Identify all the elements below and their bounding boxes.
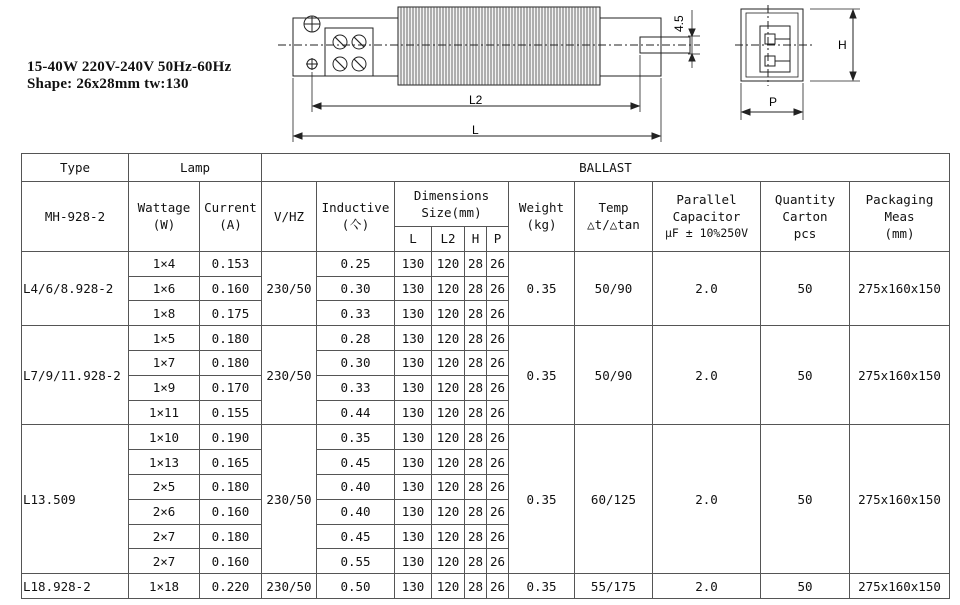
cell-wattage: 2×6: [129, 499, 200, 524]
cell-current: 0.155: [200, 400, 262, 425]
cell-quantity: 50: [761, 574, 850, 599]
cell-wattage: 2×5: [129, 474, 200, 499]
cell-dim-l: 130: [395, 499, 432, 524]
cell-temp: 50/90: [575, 251, 653, 325]
cell-wattage: 1×10: [129, 425, 200, 450]
cell-dim-h: 28: [465, 350, 487, 375]
cell-inductive: 0.28: [317, 326, 395, 351]
cell-inductive: 0.35: [317, 425, 395, 450]
cell-current: 0.180: [200, 326, 262, 351]
cell-dim-h: 28: [465, 524, 487, 549]
header-dim-p: P: [487, 227, 509, 252]
table-row: [22, 425, 950, 450]
cell-dim-l2: 120: [432, 276, 465, 301]
cell-dim-l2: 120: [432, 549, 465, 574]
cell-dim-h: 28: [465, 400, 487, 425]
cell-wattage: 2×7: [129, 549, 200, 574]
cell-dim-l: 130: [395, 574, 432, 599]
cell-packaging: 275x160x150: [850, 251, 950, 325]
cell-dim-p: 26: [487, 400, 509, 425]
cell-wattage: 1×13: [129, 450, 200, 475]
cell-wattage: 1×5: [129, 326, 200, 351]
ballast-spec-table: [21, 153, 950, 599]
cell-packaging: 275x160x150: [850, 326, 950, 425]
cell-dim-l: 130: [395, 326, 432, 351]
cell-dim-p: 26: [487, 549, 509, 574]
cell-wattage: 1×11: [129, 400, 200, 425]
cell-temp: 55/175: [575, 574, 653, 599]
cell-dim-l: 130: [395, 425, 432, 450]
cell-dim-h: 28: [465, 450, 487, 475]
header-dimensions: Dimensions Size(mm): [395, 182, 509, 227]
cell-dim-l2: 120: [432, 326, 465, 351]
header-quantity: Quantity Carton pcs: [761, 182, 850, 252]
cell-capacitor: 2.0: [653, 574, 761, 599]
cell-weight: 0.35: [509, 251, 575, 325]
cell-dim-p: 26: [487, 499, 509, 524]
cell-current: 0.175: [200, 301, 262, 326]
cell-wattage: 2×7: [129, 524, 200, 549]
header-dim-l: L: [395, 227, 432, 252]
cell-dim-p: 26: [487, 425, 509, 450]
spec-line-power: 15-40W 220V-240V 50Hz-60Hz: [27, 59, 232, 75]
cell-dim-h: 28: [465, 251, 487, 276]
cell-dim-l: 130: [395, 549, 432, 574]
cell-dim-l2: 120: [432, 400, 465, 425]
cell-quantity: 50: [761, 326, 850, 425]
cell-vhz: 230/50: [262, 251, 317, 325]
cell-weight: 0.35: [509, 425, 575, 574]
header-lamp: Lamp: [129, 154, 262, 182]
cell-dim-p: 26: [487, 574, 509, 599]
cell-wattage: 1×6: [129, 276, 200, 301]
cell-dim-l2: 120: [432, 499, 465, 524]
cell-current: 0.180: [200, 350, 262, 375]
cell-current: 0.160: [200, 499, 262, 524]
cell-dim-p: 26: [487, 375, 509, 400]
cell-current: 0.180: [200, 474, 262, 499]
cell-wattage: 1×18: [129, 574, 200, 599]
cell-dim-l: 130: [395, 524, 432, 549]
cell-dim-l2: 120: [432, 301, 465, 326]
cell-dim-h: 28: [465, 474, 487, 499]
terminal-block: [325, 28, 373, 76]
header-model-code: MH-928-2: [22, 182, 129, 252]
cell-current: 0.160: [200, 276, 262, 301]
cell-type: L4/6/8.928-2: [22, 251, 129, 325]
cell-dim-p: 26: [487, 524, 509, 549]
cell-dim-p: 26: [487, 450, 509, 475]
cell-capacitor: 2.0: [653, 251, 761, 325]
cell-inductive: 0.50: [317, 574, 395, 599]
header-wattage: Wattage (W): [129, 182, 200, 252]
table-row: [22, 574, 950, 599]
cell-dim-l2: 120: [432, 450, 465, 475]
header-current: Current (A): [200, 182, 262, 252]
cell-dim-h: 28: [465, 499, 487, 524]
cell-inductive: 0.25: [317, 251, 395, 276]
cell-inductive: 0.45: [317, 450, 395, 475]
table-row: [22, 326, 950, 351]
cell-vhz: 230/50: [262, 425, 317, 574]
cell-capacitor: 2.0: [653, 425, 761, 574]
cell-dim-p: 26: [487, 251, 509, 276]
ballast-end-view: [735, 5, 860, 120]
cell-dim-l2: 120: [432, 425, 465, 450]
header-type: Type: [22, 154, 129, 182]
cell-inductive: 0.45: [317, 524, 395, 549]
cell-dim-l2: 120: [432, 375, 465, 400]
cell-dim-p: 26: [487, 301, 509, 326]
cell-dim-l: 130: [395, 474, 432, 499]
cell-weight: 0.35: [509, 574, 575, 599]
cell-wattage: 1×8: [129, 301, 200, 326]
cell-current: 0.153: [200, 251, 262, 276]
cell-inductive: 0.33: [317, 301, 395, 326]
spec-line-shape: Shape: 26x28mm tw:130: [27, 76, 189, 92]
cell-dim-h: 28: [465, 425, 487, 450]
dimension-l-label: L: [472, 123, 479, 137]
cell-inductive: 0.55: [317, 549, 395, 574]
cell-dim-l: 130: [395, 276, 432, 301]
technical-drawing: [0, 0, 960, 150]
cell-temp: 60/125: [575, 425, 653, 574]
cell-inductive: 0.40: [317, 474, 395, 499]
cell-vhz: 230/50: [262, 574, 317, 599]
cell-type: L7/9/11.928-2: [22, 326, 129, 425]
cell-inductive: 0.30: [317, 276, 395, 301]
header-capacitor: Parallel Capacitor μF ± 10%250V: [653, 182, 761, 252]
cell-dim-p: 26: [487, 326, 509, 351]
cell-quantity: 50: [761, 425, 850, 574]
cell-temp: 50/90: [575, 326, 653, 425]
cell-dim-l2: 120: [432, 251, 465, 276]
ballast-side-view: [278, 7, 700, 142]
cell-current: 0.165: [200, 450, 262, 475]
cell-current: 0.220: [200, 574, 262, 599]
cell-dim-l: 130: [395, 251, 432, 276]
cell-dim-h: 28: [465, 276, 487, 301]
cell-inductive: 0.33: [317, 375, 395, 400]
cell-type: L13.509: [22, 425, 129, 574]
cell-vhz: 230/50: [262, 326, 317, 425]
cell-dim-l2: 120: [432, 350, 465, 375]
cell-dim-p: 26: [487, 474, 509, 499]
table-row: [22, 251, 950, 276]
cell-dim-p: 26: [487, 276, 509, 301]
header-ballast: BALLAST: [262, 154, 950, 182]
header-dim-l2: L2: [432, 227, 465, 252]
cell-packaging: 275x160x150: [850, 425, 950, 574]
cell-dim-l2: 120: [432, 474, 465, 499]
header-temp: Temp △t/△tan: [575, 182, 653, 252]
cell-dim-l: 130: [395, 375, 432, 400]
cell-dim-p: 26: [487, 350, 509, 375]
cell-inductive: 0.44: [317, 400, 395, 425]
cell-dim-l2: 120: [432, 574, 465, 599]
cell-dim-h: 28: [465, 574, 487, 599]
cell-wattage: 1×9: [129, 375, 200, 400]
cell-dim-l2: 120: [432, 524, 465, 549]
cell-wattage: 1×7: [129, 350, 200, 375]
header-packaging: Packaging Meas (mm): [850, 182, 950, 252]
cell-type: L18.928-2: [22, 574, 129, 599]
cell-dim-l: 130: [395, 350, 432, 375]
header-inductive: Inductive (亽): [317, 182, 395, 252]
header-vhz: V/HZ: [262, 182, 317, 252]
cell-dim-l: 130: [395, 301, 432, 326]
cell-dim-l: 130: [395, 450, 432, 475]
cell-dim-h: 28: [465, 301, 487, 326]
cell-dim-h: 28: [465, 326, 487, 351]
cell-capacitor: 2.0: [653, 326, 761, 425]
cell-quantity: 50: [761, 251, 850, 325]
cell-current: 0.190: [200, 425, 262, 450]
cell-current: 0.170: [200, 375, 262, 400]
cell-inductive: 0.30: [317, 350, 395, 375]
header-dim-h: H: [465, 227, 487, 252]
dimension-h-label: H: [838, 38, 847, 52]
dimension-height-small-label: 4.5: [672, 15, 686, 32]
cell-current: 0.160: [200, 549, 262, 574]
cell-current: 0.180: [200, 524, 262, 549]
cell-inductive: 0.40: [317, 499, 395, 524]
cell-packaging: 275x160x150: [850, 574, 950, 599]
cell-weight: 0.35: [509, 326, 575, 425]
cell-dim-h: 28: [465, 549, 487, 574]
cell-dim-l: 130: [395, 400, 432, 425]
cell-dim-h: 28: [465, 375, 487, 400]
header-weight: Weight (kg): [509, 182, 575, 252]
dimension-p-label: P: [769, 95, 778, 109]
dimension-l2-label: L2: [469, 93, 483, 107]
table-body: [22, 154, 950, 599]
cell-wattage: 1×4: [129, 251, 200, 276]
